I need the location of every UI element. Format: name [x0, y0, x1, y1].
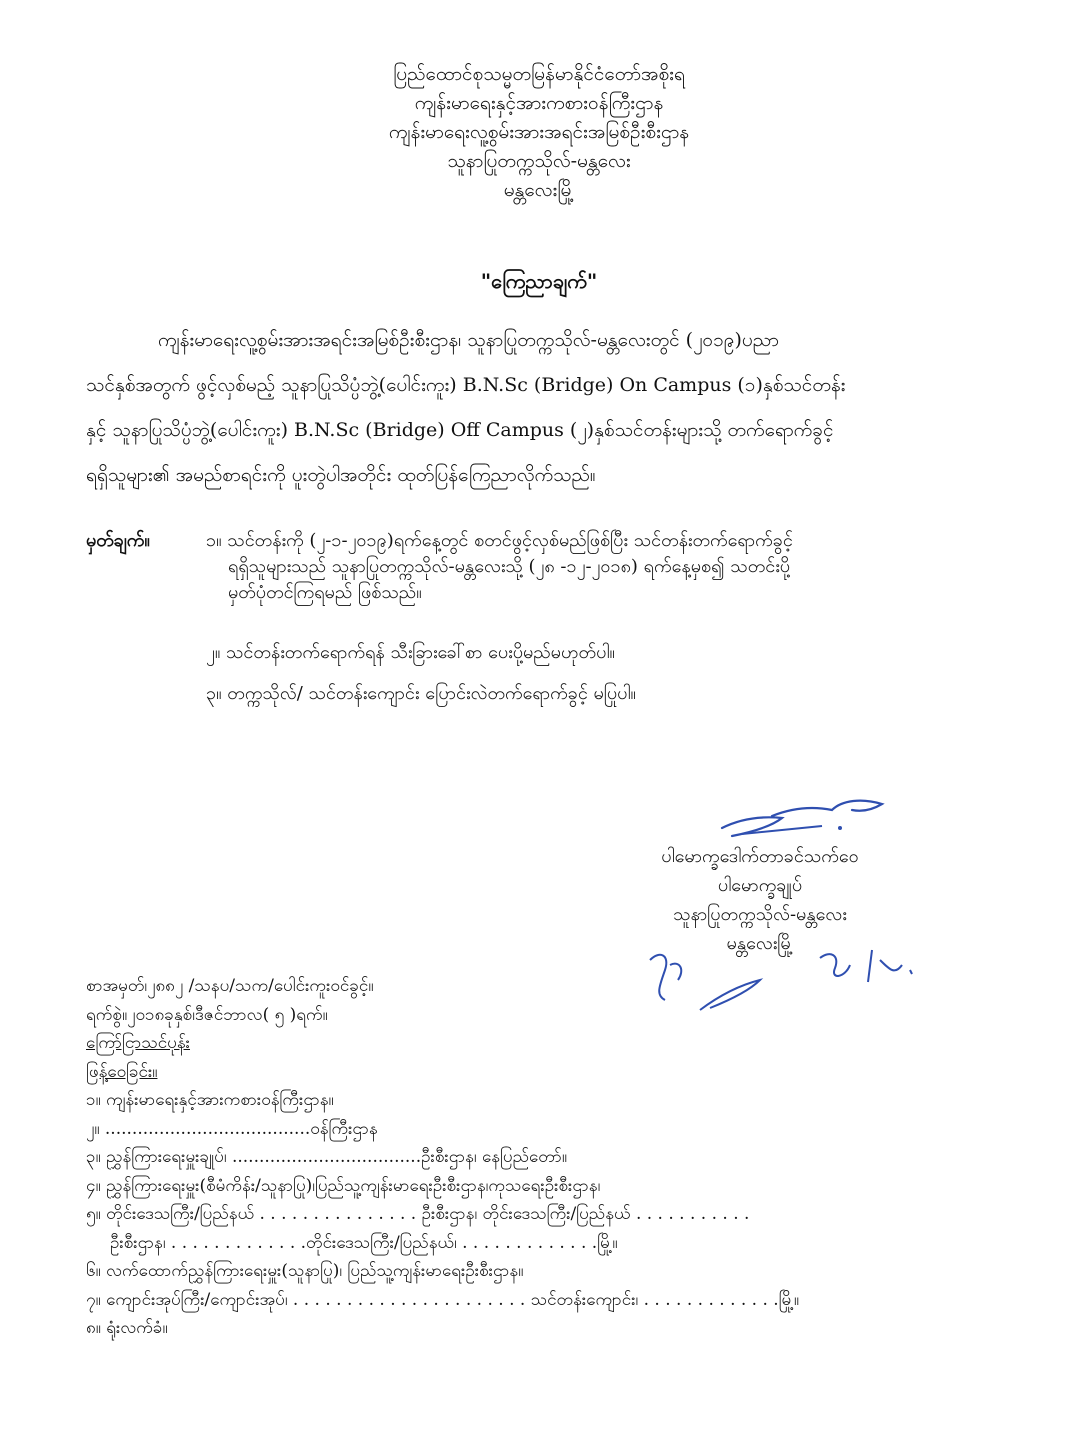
distribution-item-5-cont: ဦးစီးဌာန၊ . . . . . . . . . . . . .တိုင်းဒေသကြီး/ပြည်နယ်၊ . . . . . . . . . . . . .မြို့။ [110, 1232, 618, 1253]
note-1-line-3: မှတ်ပုံတင်ကြရမည် ဖြစ်သည်။ [228, 582, 422, 603]
note-1-line-2: ရရှိသူများသည် သူနာပြုတက္ကသိုလ်-မန္တလေးသို့ (၂၈ -၁၂-၂၀၁၈) ရက်နေ့မှစ၍ သတင်းပို့ [228, 556, 791, 577]
note-1 [206, 528, 996, 606]
body-line-1: ကျန်းမာရေးလူ့စွမ်းအားအရင်းအမြစ်ဦးစီးဌာန၊ သူနာပြုတက္ကသိုလ်-မန္တလေးတွင် (၂၀၁၉)ပညာ [158, 329, 779, 351]
university-name: သူနာပြုတက္ကသိုလ်-မန္တလေး [447, 150, 631, 172]
distribution-item-5: ၅။ တိုင်းဒေသကြီး/ပြည်နယ် . . . . . . . . . . . . . . . ဦးစီးဌာန၊ တိုင်းဒေသကြီး/ပြည်နယ် . . . . . . . . . . . [86, 1204, 750, 1224]
government-name: ပြည်ထောင်စုသမ္မတမြန်မာနိုင်ငံတော်အစိုးရ [393, 63, 685, 85]
distribution-item-4: ၄။ ညွှန်ကြားရေးမှူး(စီမံကိန်း/သူနာပြု)၊ပြည်သူ့ကျန်းမာရေးဦးစီးဌာန၊ကုသရေးဦးစီးဌာန၊ [86, 1175, 601, 1196]
notice-board-heading: ကြော်ငြာသင်ပုန်း [86, 1033, 190, 1053]
distribution-item-1: ၁။ ကျန်းမာရေးနှင့်အားကစားဝန်ကြီးဌာန။ [86, 1090, 334, 1110]
signatory-city: မန္တလေးမြို့ [726, 933, 794, 954]
distribution-item-6: ၆။ လက်ထောက်ညွှန်ကြားရေးမှူး(သူနာပြု)၊ ပြည်သူ့ကျန်းမာရေးဦးစီးဌာန။ [86, 1261, 524, 1281]
signatory-institution: သူနာပြုတက္ကသိုလ်-မန္တလေး [673, 904, 847, 925]
letterhead [0, 60, 1078, 205]
body-line-3: နှင့် သူနာပြုသိပ္ပံဘွဲ့(ပေါင်းကူး) B.N.Sc (Bridge) Off Campus (၂)နှစ်သင်တန်းများသို့ တက်ရောက်ခွင့် [86, 419, 834, 441]
signatory-name: ပါမောက္ခဒေါက်တာခင်သက်ဝေ [661, 846, 859, 867]
body-line-4: ရရှိသူများ၏ အမည်စာရင်းကို ပူးတွဲပါအတိုင်း ထုတ်ပြန်ကြေညာလိုက်သည်။ [86, 464, 596, 486]
body-line-2: သင်နှစ်အတွက် ဖွင့်လှစ်မည့် သူနာပြုသိပ္ပံဘွဲ့(ပေါင်းကူး) B.N.Sc (Bridge) On Campus (၁)နှစ်သင်တန်း [86, 374, 846, 396]
distribution-section [86, 972, 1036, 1343]
distribution-heading: ဖြန့်ဝေခြင်း။ [86, 1061, 158, 1082]
handwritten-signature [712, 788, 902, 848]
note-1-line-1: ၁။ သင်တန်းကို (၂-၁-၂၀၁၉)ရက်နေ့တွင် စတင်ဖွင့်လှစ်မည်ဖြစ်ပြီး သင်တန်းတက်ရောက်ခွင့် [206, 530, 793, 551]
distribution-item-2: ၂။ ......................................ဝန်ကြီးဌာန [86, 1118, 378, 1139]
city-name: မန္တလေးမြို့ [503, 179, 575, 201]
distribution-item-3: ၃။ ညွှန်ကြားရေးမှူးချုပ်၊ ...................................ဦးစီးဌာန၊ နေပြည်တော်။ [86, 1147, 567, 1167]
document-date: ရက်စွဲ။၂၀၁၈ခုနှစ်၊ဒီဇင်ဘာလ( ၅ )ရက်။ [86, 1004, 328, 1025]
reference-number: စာအမှတ်၊၂၈၈၂ /သနပ/သက/ပေါင်းကူးဝင်ခွင့်။ [86, 976, 374, 996]
department-name: ကျန်းမာရေးလူ့စွမ်းအားအရင်းအမြစ်ဦးစီးဌာန [388, 121, 690, 143]
distribution-item-8: ၈။ ရုံးလက်ခံ။ [86, 1318, 168, 1338]
note-3: ၃။ တက္ကသိုလ်/ သင်တန်းကျောင်း ပြောင်းလဲတက်ရောက်ခွင့် မပြုပါ။ [206, 683, 636, 704]
announcement-title: "ကြေညာချက်" [480, 269, 598, 293]
distribution-item-7: ၇။ ကျောင်းအုပ်ကြီး/ကျောင်းအုပ်၊ . . . . . . . . . . . . . . . . . . . . . . သင်တန်းကျောင်း၊ . . . . . . . . . . . . .မြို့။ [86, 1289, 800, 1310]
ministry-name: ကျန်းမာရေးနှင့်အားကစားဝန်ကြီးဌာန [414, 92, 664, 114]
notes-label: မှတ်ချက်။ [86, 530, 150, 551]
signatory-position: ပါမောက္ခချုပ် [717, 875, 803, 896]
announcement-body [86, 318, 1001, 498]
note-2: ၂။ သင်တန်းတက်ရောက်ရန် သီးခြားခေါ်စာ ပေးပို့မည်မဟုတ်ပါ။ [206, 642, 615, 663]
